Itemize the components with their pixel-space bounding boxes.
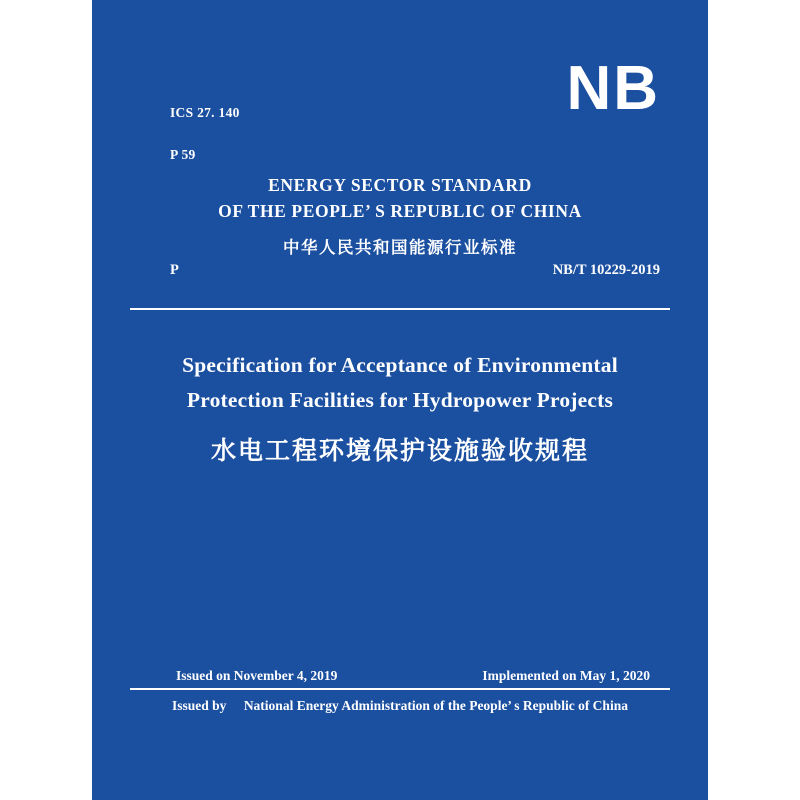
issuer-row <box>92 698 708 714</box>
dates-row <box>176 668 650 684</box>
standard-code: NB/T 10229-2019 <box>552 262 660 278</box>
divider-top <box>130 308 670 310</box>
divider-bottom <box>130 688 670 690</box>
issued-by-value: National Energy Administration of the People’ s Republic of China <box>243 698 628 713</box>
issuing-organization <box>92 172 708 258</box>
implemented-on-date: Implemented on May 1, 2020 <box>482 668 650 683</box>
organization-en-line2: OF THE PEOPLE’ S REPUBLIC OF CHINA <box>218 201 582 222</box>
issued-on-date: Issued on November 4, 2019 <box>176 668 338 683</box>
issued-by-label: Issued by <box>172 698 227 713</box>
ics-block <box>170 82 240 187</box>
organization-en-line1: ENERGY SECTOR STANDARD <box>268 175 532 195</box>
title-cn: 水电工程环境保护设施验收规程 <box>210 435 589 465</box>
ics-number: ICS 27. 140 <box>170 104 240 120</box>
standard-code-row <box>170 262 660 279</box>
title-en-line1: Specification for Acceptance of Environmental <box>182 353 618 377</box>
title-en-line2: Protection Facilities for Hydropower Projects <box>186 388 614 413</box>
nb-logo: NB <box>566 54 660 123</box>
standard-cover <box>92 0 708 800</box>
organization-cn: 中华人民共和国能源行业标准 <box>283 237 517 257</box>
category-letter: P <box>170 262 179 278</box>
classification-number: P 59 <box>170 146 196 162</box>
standard-title <box>132 348 668 467</box>
